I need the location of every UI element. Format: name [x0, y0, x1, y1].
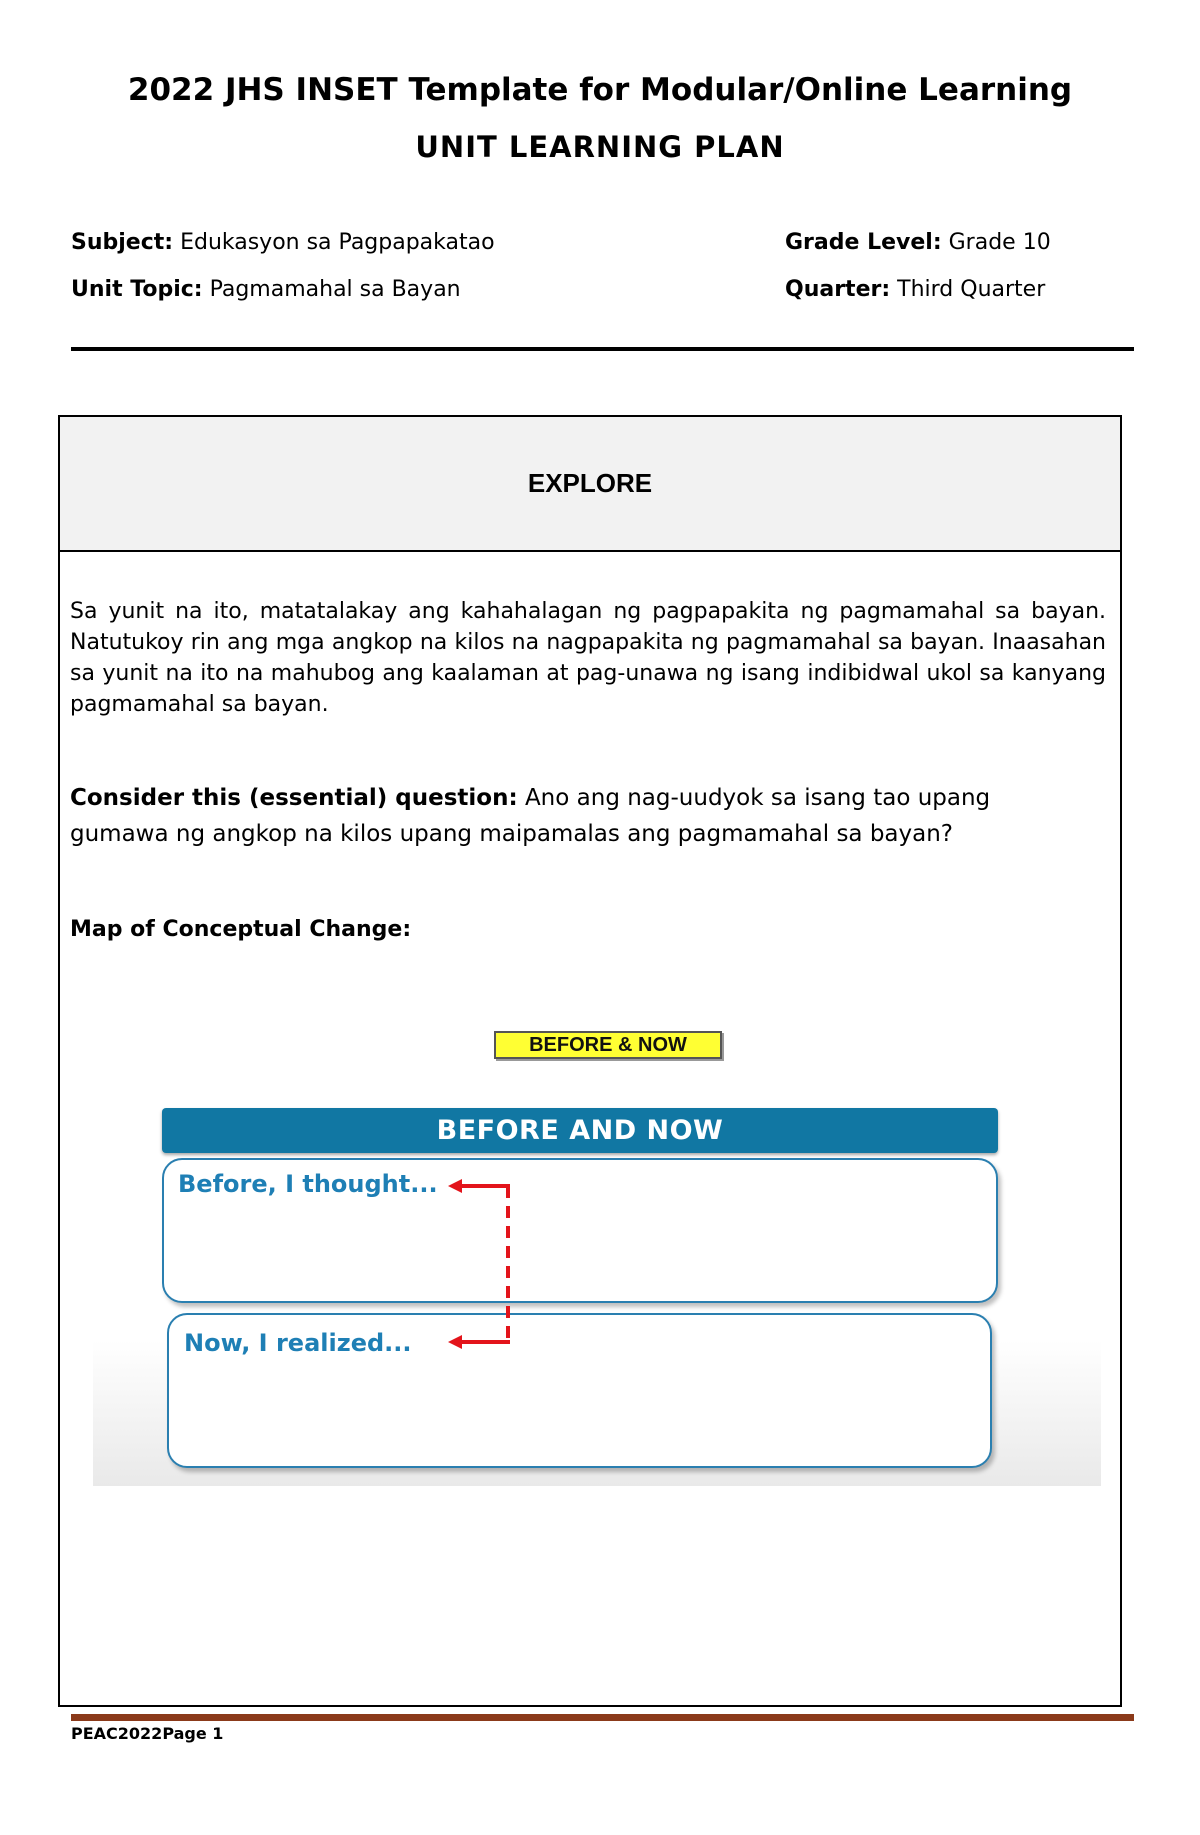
quarter-value: Third Quarter	[897, 277, 1046, 302]
map-label: Map of Conceptual Change:	[70, 917, 412, 942]
banner-label: BEFORE AND NOW	[436, 1115, 724, 1146]
intro-paragraph: Sa yunit na ito, matatalakay ang kahahalagan ng pagpapakita ng pagmamahal sa bayan. Natutukoy rin ang mga angkop na kilos na nagpapakita ng pagmamahal sa bayan. Inaasahan sa yunit na ito na mahubog ang kaalaman at pag-unawa ng isang indibidwal ukol sa kanyang pagmamahal sa bayan.	[70, 599, 1106, 717]
unit-topic-label: Unit Topic:	[71, 277, 203, 302]
connector-arrow-icon	[440, 1170, 520, 1350]
subject-field	[71, 230, 495, 255]
now-box	[167, 1313, 992, 1468]
document-subtitle: UNIT LEARNING PLAN	[415, 130, 785, 164]
document-title: 2022 JHS INSET Template for Modular/Online Learning	[127, 72, 1073, 108]
essential-question-text: Ano ang nag-uudyok sa isang tao upang gumawa ng angkop na kilos upang maipamalas ang pagmamahal sa bayan?	[70, 785, 991, 847]
before-now-badge	[494, 1031, 722, 1059]
footer-divider	[71, 1714, 1134, 1721]
quarter-field	[785, 277, 1045, 302]
essential-question	[70, 780, 1090, 852]
grade-level-value: Grade 10	[948, 230, 1051, 255]
grade-level-label: Grade Level:	[785, 230, 942, 255]
essential-question-label: Consider this (essential) question:	[70, 785, 518, 811]
explore-heading: EXPLORE	[527, 468, 653, 498]
before-box	[162, 1158, 998, 1303]
before-now-banner	[162, 1108, 998, 1153]
grade-level-field	[785, 230, 1051, 255]
unit-topic-field	[71, 277, 461, 302]
subject-value: Edukasyon sa Pagpapakatao	[180, 230, 495, 255]
quarter-label: Quarter:	[785, 277, 891, 302]
before-label: Before, I thought...	[178, 1170, 438, 1198]
now-label: Now, I realized...	[184, 1329, 412, 1357]
explore-header	[60, 417, 1120, 552]
subject-label: Subject:	[71, 230, 174, 255]
unit-topic-value: Pagmamahal sa Bayan	[209, 277, 461, 302]
header-divider	[71, 347, 1134, 351]
badge-label: BEFORE & NOW	[529, 1033, 687, 1056]
page-footer: PEAC2022Page 1	[71, 1724, 224, 1743]
